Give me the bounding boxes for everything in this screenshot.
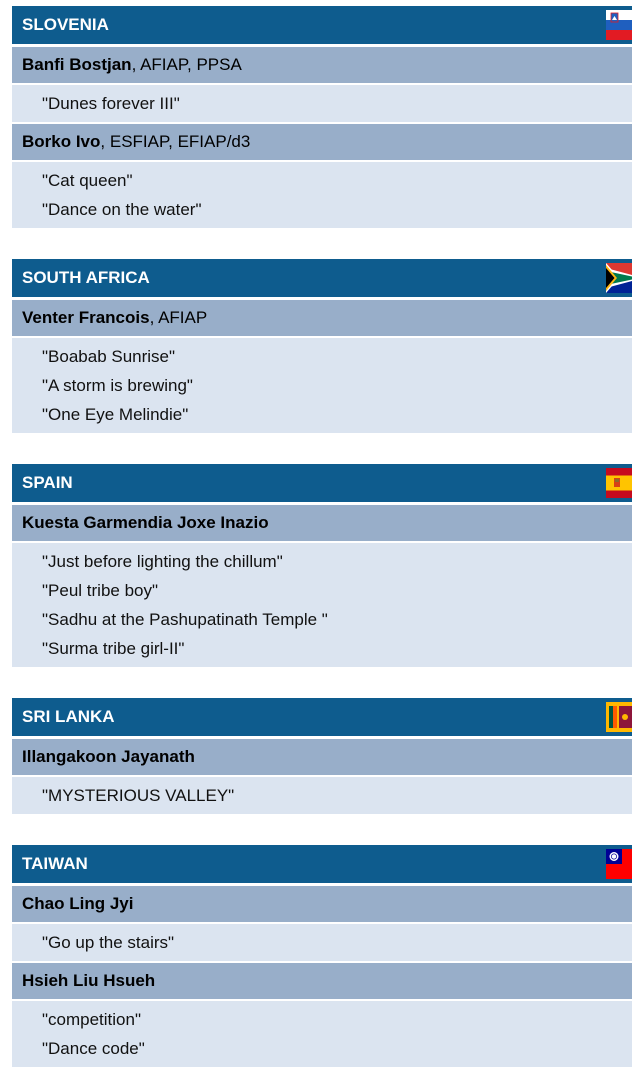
author-row xyxy=(12,505,632,543)
country-name: TAIWAN xyxy=(22,854,88,873)
photo-title-list xyxy=(12,85,632,124)
photo-title: "Dance on the water" xyxy=(42,200,202,219)
slovenia-flag-icon xyxy=(606,10,632,40)
author-name: Hsieh Liu Hsueh xyxy=(22,971,156,990)
photo-title-list xyxy=(12,1001,632,1069)
country-section-spain xyxy=(12,464,632,669)
author-row xyxy=(12,739,632,777)
south-africa-flag-icon xyxy=(606,263,632,293)
photo-title-list xyxy=(12,162,632,230)
country-name: SOUTH AFRICA xyxy=(22,268,150,287)
author-name: Kuesta Garmendia Joxe Inazio xyxy=(22,513,269,532)
country-header xyxy=(12,259,632,300)
sri-lanka-flag-icon xyxy=(606,702,632,732)
author-row xyxy=(12,963,632,1001)
author-distinctions: , AFIAP xyxy=(149,308,208,327)
photo-title: "Cat queen" xyxy=(42,171,133,190)
country-section-south-africa xyxy=(12,259,632,435)
photo-title-list xyxy=(12,924,632,963)
author-name: Venter Francois xyxy=(22,308,150,327)
author-distinctions: , ESFIAP, EFIAP/d3 xyxy=(100,132,251,151)
photo-title-list xyxy=(12,777,632,816)
country-name: SRI LANKA xyxy=(22,707,115,726)
spain-flag-icon xyxy=(606,468,632,498)
author-row xyxy=(12,300,632,338)
photo-title: "Go up the stairs" xyxy=(42,933,175,952)
photo-title: "Sadhu at the Pashupatinath Temple " xyxy=(42,610,328,629)
country-header xyxy=(12,698,632,739)
author-name: Borko Ivo xyxy=(22,132,101,151)
photo-title-list xyxy=(12,338,632,435)
author-row xyxy=(12,47,632,85)
country-section-slovenia xyxy=(12,6,632,230)
photo-title: "Boabab Sunrise" xyxy=(42,347,176,366)
author-row xyxy=(12,886,632,924)
photo-title: "One Eye Melindie" xyxy=(42,405,189,424)
country-header xyxy=(12,6,632,47)
photo-title: "MYSTERIOUS VALLEY" xyxy=(42,786,235,805)
photo-title: "competition" xyxy=(42,1010,142,1029)
author-name: Illangakoon Jayanath xyxy=(22,747,195,766)
photo-title-list xyxy=(12,543,632,669)
photo-title: "Dance code" xyxy=(42,1039,145,1058)
country-section-taiwan xyxy=(12,845,632,1069)
author-row xyxy=(12,124,632,162)
author-distinctions: , AFIAP, PPSA xyxy=(131,55,242,74)
author-name: Chao Ling Jyi xyxy=(22,894,134,913)
taiwan-flag-icon xyxy=(606,849,632,879)
photo-title: "Just before lighting the chillum" xyxy=(42,552,283,571)
photo-title: "Surma tribe girl-II" xyxy=(42,639,185,658)
photo-title: "Peul tribe boy" xyxy=(42,581,159,600)
photo-title: "A storm is brewing" xyxy=(42,376,193,395)
country-name: SLOVENIA xyxy=(22,15,109,34)
photo-title: "Dunes forever III" xyxy=(42,94,180,113)
country-name: SPAIN xyxy=(22,473,73,492)
country-header xyxy=(12,845,632,886)
country-section-sri-lanka xyxy=(12,698,632,816)
country-header xyxy=(12,464,632,505)
author-name: Banfi Bostjan xyxy=(22,55,132,74)
